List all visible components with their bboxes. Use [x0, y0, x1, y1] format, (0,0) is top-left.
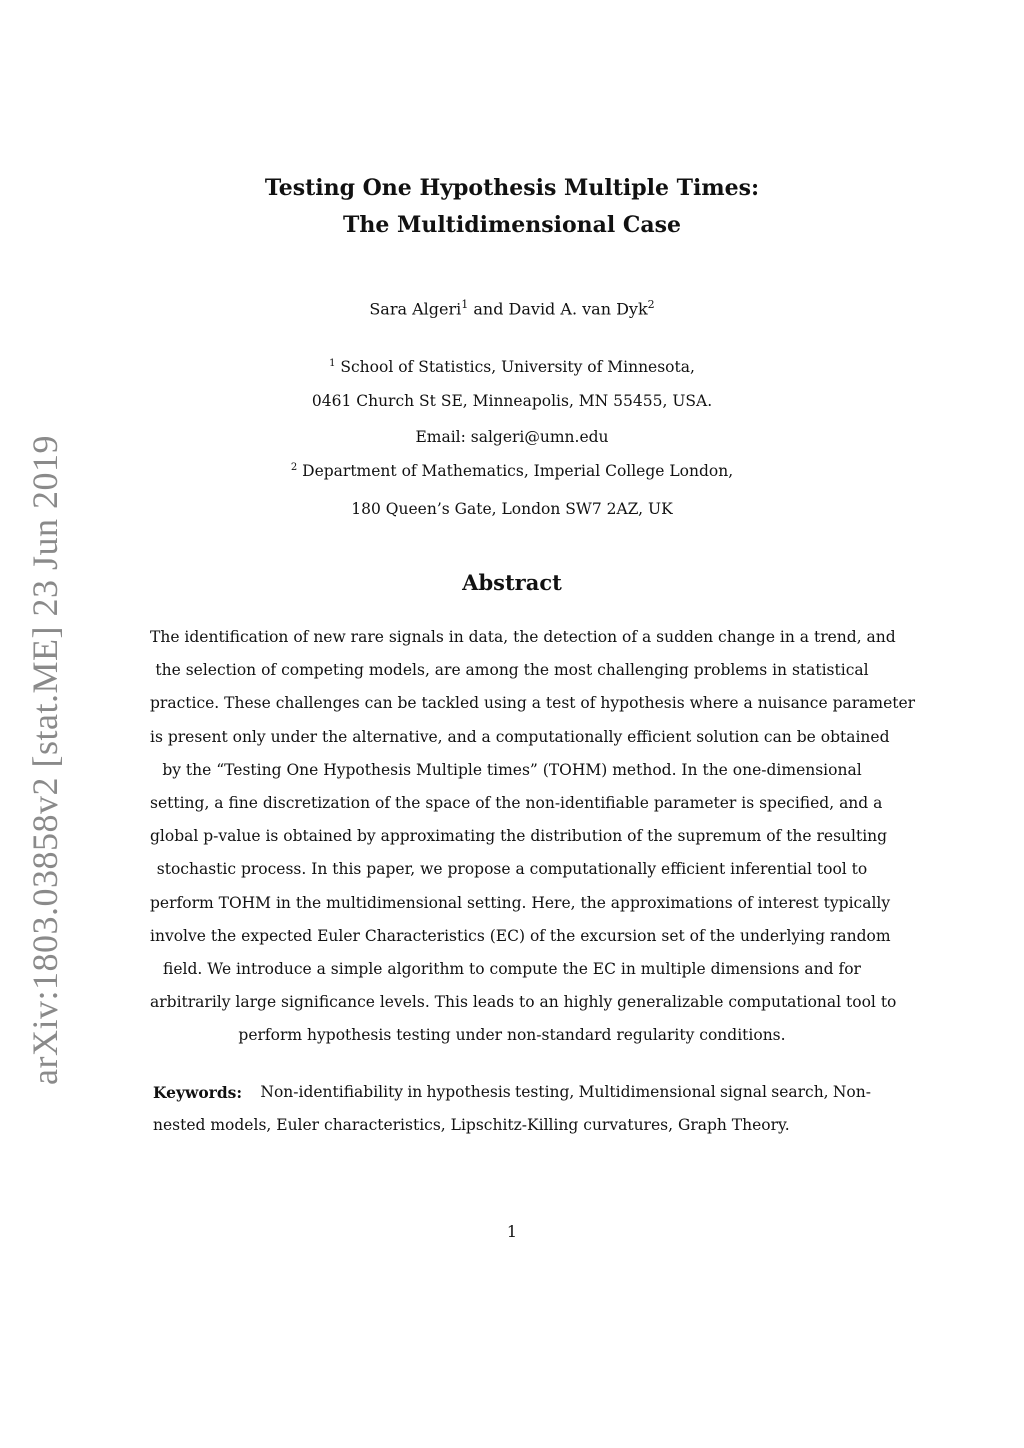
keyword-word: in: [407, 1083, 423, 1101]
keyword-word: Multidimensional: [578, 1083, 716, 1101]
affiliation-1-line-2: [150, 392, 874, 410]
keyword-word: search,: [771, 1083, 829, 1101]
paper-title-line-1: Testing One Hypothesis Multiple Times:: [264, 175, 760, 201]
abstract-line: arbitrarily large significance levels. This leads to an highly generalizable computational tool to: [150, 993, 897, 1012]
author-email: Email: salgeri@umn.edu: [415, 428, 609, 446]
affiliation-marker: 2: [290, 462, 298, 473]
author-connector: and: [468, 299, 509, 319]
abstract-line: perform hypothesis testing under non-standard regularity conditions.: [238, 1026, 786, 1045]
arxiv-identifier-stamp: arXiv:1803.03858v2 [stat.ME] 23 Jun 2019: [25, 435, 65, 1085]
author-name: Sara Algeri: [369, 299, 462, 319]
author-list: [150, 298, 874, 318]
keywords-label: Keywords:: [153, 1083, 243, 1102]
abstract-body: [150, 621, 916, 1053]
abstract-line: involve the expected Euler Characteristics (EC) of the excursion set of the underlying random: [150, 926, 891, 945]
keyword-word: Non-identifiability: [260, 1083, 404, 1101]
abstract-line: practice. These challenges can be tackled using a test of hypothesis where a nuisance parameter: [150, 694, 916, 713]
abstract-line: The identification of new rare signals in data, the detection of a sudden change in a trend, and: [150, 628, 896, 646]
abstract-line: perform TOHM in the multidimensional setting. Here, the approximations of interest typically: [150, 893, 891, 912]
affiliation-1-email: [150, 428, 874, 446]
affiliation-1-line-1: [150, 358, 874, 376]
abstract-line: setting, a fine discretization of the space of the non-identifiable parameter is specified, and a: [150, 794, 883, 813]
keyword-word: testing,: [514, 1083, 575, 1101]
author-affiliation-marker: 2: [647, 298, 655, 311]
affiliation-text: Department of Mathematics, Imperial College London,: [302, 462, 734, 481]
affiliation-marker: 1: [329, 358, 336, 369]
abstract-line: is present only under the alternative, and a computationally efficient solution can be obtained: [150, 727, 890, 746]
affiliation-text: 0461 Church St SE, Minneapolis, MN 55455, USA.: [311, 392, 713, 410]
abstract-heading: Abstract: [462, 570, 562, 595]
keyword-word: signal: [719, 1083, 767, 1101]
affiliation-2-line-1: [150, 462, 874, 480]
keywords-line-2: nested models, Euler characteristics, Lipschitz-Killing curvatures, Graph Theory.: [153, 1116, 790, 1134]
affiliation-text: School of Statistics, University of Minnesota,: [340, 358, 695, 377]
paper-title: [150, 170, 874, 244]
abstract-line: global p-value is obtained by approximating the distribution of the supremum of the resulting: [150, 827, 888, 846]
author-affiliation-marker: 1: [461, 298, 469, 311]
paper-title-line-2: The Multidimensional Case: [342, 212, 682, 238]
affiliation-2-line-2: [150, 500, 874, 518]
abstract-line: by the “Testing One Hypothesis Multiple times” (TOHM) method. In the one-dimensional: [162, 760, 862, 779]
affiliation-text: 180 Queen’s Gate, London SW7 2AZ, UK: [351, 500, 673, 518]
page-number: 1: [506, 1222, 518, 1241]
abstract-line: field. We introduce a simple algorithm to compute the EC in multiple dimensions and for: [163, 960, 861, 979]
abstract-line: the selection of competing models, are among the most challenging problems in statistical: [155, 661, 869, 680]
abstract-line: stochastic process. In this paper, we propose a computationally efficient inferential tool to: [156, 860, 868, 879]
author-name: David A. van Dyk: [508, 299, 648, 319]
keyword-word: Non-: [832, 1083, 871, 1101]
keywords-section: [153, 1076, 871, 1142]
keyword-word: hypothesis: [426, 1083, 511, 1101]
keywords-line-1: [153, 1076, 871, 1109]
